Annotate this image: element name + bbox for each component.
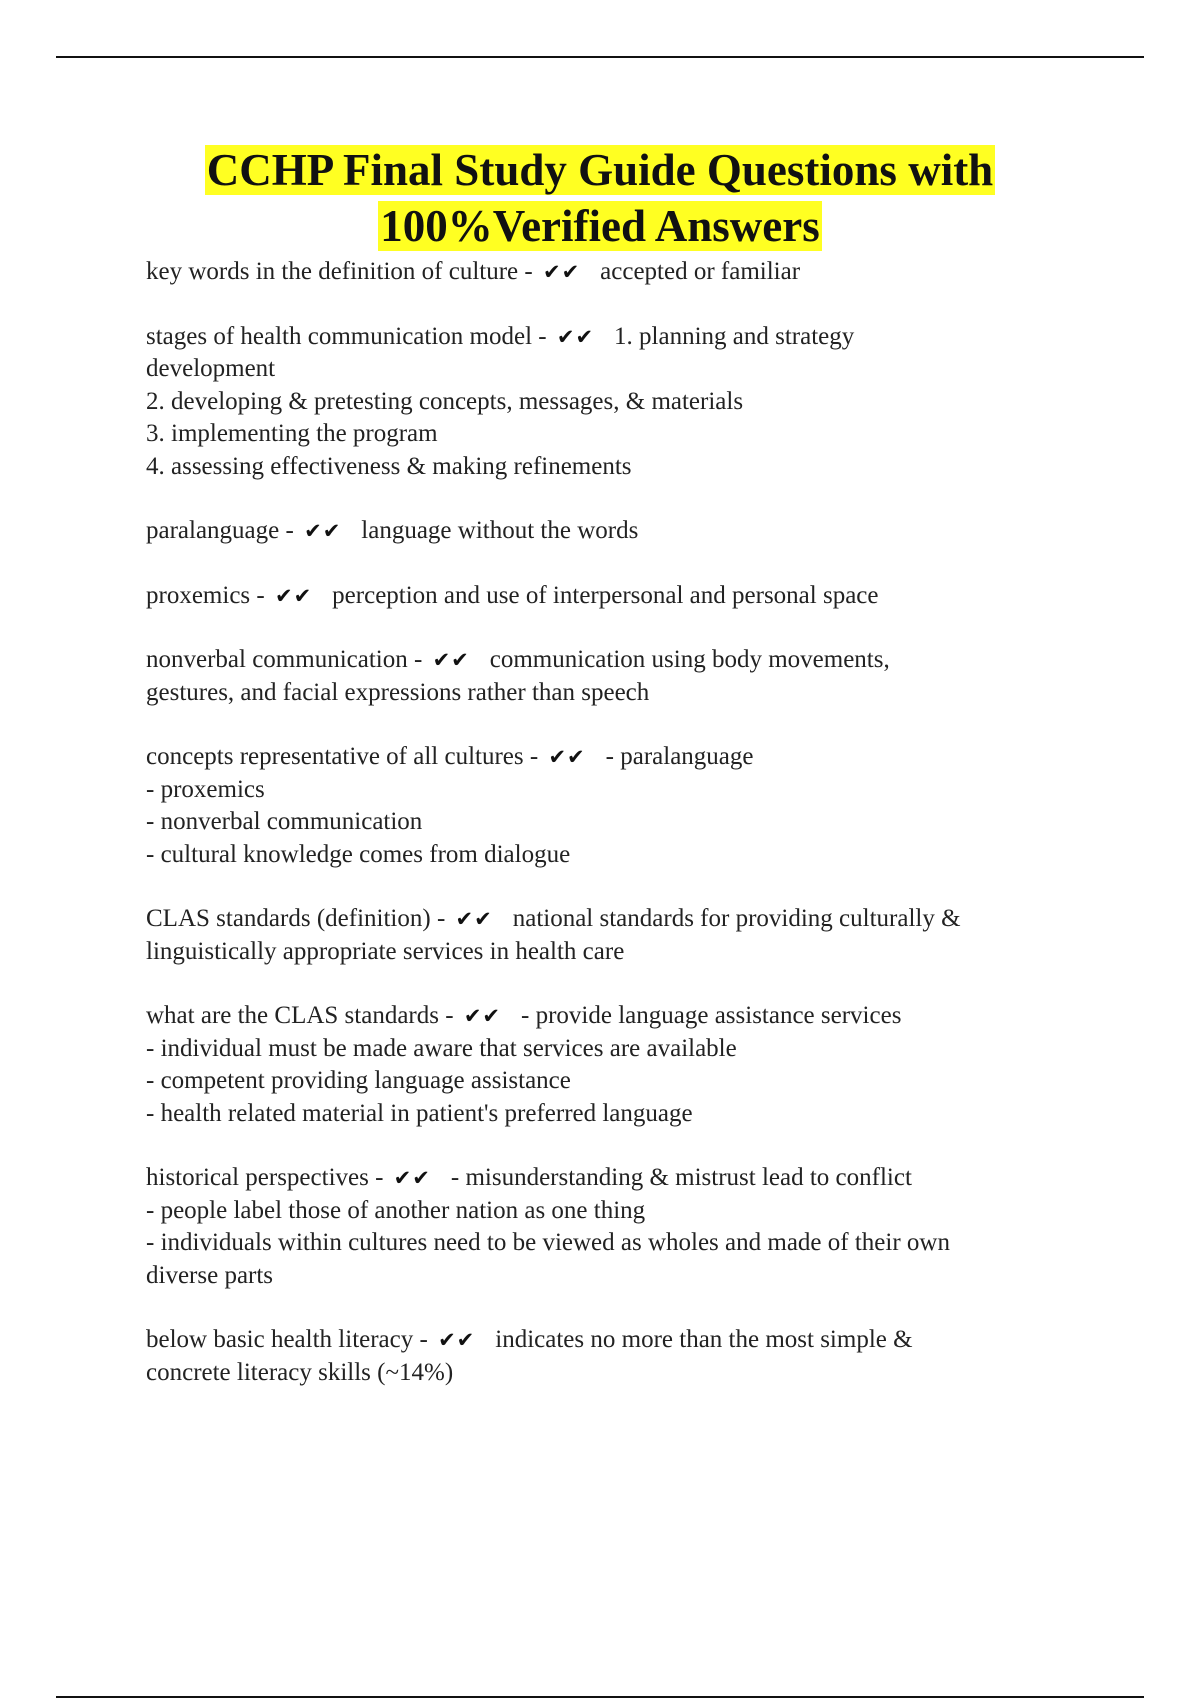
check-mark-icon: ✔✔: [438, 1328, 476, 1352]
check-mark-icon: ✔✔: [274, 583, 313, 608]
qa-first-line: [146, 1324, 1086, 1357]
separator: -: [430, 905, 452, 932]
answer-text: language without the words: [361, 517, 639, 544]
qa-first-line: [146, 321, 1086, 354]
check-mark-icon: ✔✔: [455, 907, 493, 931]
answer-text: national standards for providing culturally &: [512, 905, 961, 932]
qa-first-line: [146, 741, 1086, 774]
answer-text: concrete literacy skills (~14%): [146, 1358, 454, 1386]
qa-list: [146, 256, 1086, 1421]
answer-text: gestures, and facial expressions rather than speech: [146, 678, 650, 706]
separator: -: [368, 1164, 390, 1191]
answer-line: [146, 1065, 1086, 1098]
question-term: concepts representative of all cultures: [146, 743, 524, 770]
answer-text: - competent providing language assistance: [146, 1067, 571, 1094]
qa-entry: [146, 515, 1086, 548]
answer-line: [146, 418, 1086, 451]
answer-text: 3. implementing the program: [146, 420, 438, 447]
qa-first-line: [146, 515, 1086, 548]
answer-text: - paralanguage: [605, 743, 754, 770]
answer-line: [146, 774, 1086, 807]
question-term: historical perspectives: [146, 1164, 369, 1191]
check-mark-icon: ✔✔: [432, 648, 470, 672]
title-line-1: CCHP Final Study Guide Questions with: [206, 145, 994, 195]
check-mark-icon: ✔✔: [304, 519, 342, 543]
qa-entry: [146, 1162, 1086, 1292]
question-term: proxemics: [146, 581, 251, 609]
answer-text: diverse parts: [146, 1261, 274, 1289]
answer-line: [146, 936, 1086, 969]
question-term: paralanguage: [146, 517, 280, 544]
separator: -: [407, 646, 429, 673]
answer-text: - health related material in patient's preferred language: [146, 1099, 693, 1127]
question-term: what are the CLAS standards: [146, 1002, 439, 1029]
qa-first-line: [146, 1162, 1086, 1195]
answer-line: [146, 1227, 1086, 1260]
answer-text: communication using body movements,: [489, 646, 890, 673]
answer-line: [146, 1033, 1086, 1066]
answer-line: [146, 386, 1086, 419]
answer-text: linguistically appropriate services in health care: [146, 937, 625, 965]
answer-text: 2. developing & pretesting concepts, messages, & materials: [146, 387, 744, 415]
question-term: nonverbal communication: [146, 646, 408, 673]
qa-entry: [146, 1324, 1086, 1389]
check-mark-icon: ✔✔: [556, 324, 595, 349]
check-mark-icon: ✔✔: [548, 745, 586, 769]
title-line-2: 100%Verified Answers: [380, 201, 820, 251]
answer-text: - misunderstanding & mistrust lead to conflict: [450, 1164, 912, 1191]
qa-entry: [146, 644, 1086, 709]
top-rule: [56, 56, 1144, 58]
answer-text: - individuals within cultures need to be viewed as wholes and made of their own: [146, 1229, 950, 1256]
separator: -: [518, 258, 539, 285]
question-term: CLAS standards (definition): [146, 905, 431, 932]
answer-line: [146, 451, 1086, 484]
qa-first-line: [146, 644, 1086, 677]
answer-text: development: [146, 355, 276, 382]
separator: -: [413, 1326, 435, 1353]
answer-line: [146, 839, 1086, 872]
separator: -: [532, 322, 553, 350]
qa-entry: [146, 903, 1086, 968]
answer-text: perception and use of interpersonal and personal space: [332, 581, 879, 609]
answer-text: 4. assessing effectiveness & making refinements: [146, 452, 632, 480]
answer-text: - nonverbal communication: [146, 808, 423, 835]
answer-text: - people label those of another nation as one thing: [146, 1196, 646, 1224]
separator: -: [523, 743, 545, 770]
answer-line: [146, 353, 1086, 386]
answer-text: indicates no more than the most simple &: [495, 1326, 913, 1353]
check-mark-icon: ✔✔: [393, 1166, 431, 1190]
answer-text: - individual must be made aware that services are available: [146, 1034, 737, 1062]
answer-text: - cultural knowledge comes from dialogue: [146, 840, 571, 868]
question-term: below basic health literacy: [146, 1326, 414, 1353]
answer-line: [146, 1260, 1086, 1293]
question-term: stages of health communication model: [146, 322, 533, 350]
check-mark-icon: ✔✔: [463, 1004, 502, 1028]
qa-first-line: [146, 1000, 1086, 1033]
answer-text: - proxemics: [146, 775, 265, 803]
answer-line: [146, 806, 1086, 839]
answer-line: [146, 1098, 1086, 1131]
answer-line: [146, 1195, 1086, 1228]
answer-line: [146, 1357, 1086, 1390]
separator: -: [279, 517, 301, 544]
qa-entry: [146, 256, 1086, 289]
qa-first-line: [146, 256, 1086, 289]
separator: -: [250, 581, 271, 609]
answer-text: 1. planning and strategy: [614, 322, 855, 350]
qa-entry: [146, 1000, 1086, 1130]
question-term: key words in the definition of culture: [146, 258, 519, 285]
qa-entry: [146, 580, 1086, 613]
qa-first-line: [146, 580, 1086, 613]
qa-first-line: [146, 903, 1086, 936]
qa-entry: [146, 741, 1086, 871]
answer-text: accepted or familiar: [600, 258, 801, 285]
document-title: [100, 142, 1100, 254]
bottom-rule: [56, 1696, 1144, 1698]
qa-entry: [146, 321, 1086, 484]
check-mark-icon: ✔✔: [542, 260, 581, 284]
answer-line: [146, 677, 1086, 710]
answer-text: - provide language assistance services: [521, 1002, 902, 1029]
separator: -: [438, 1002, 460, 1029]
